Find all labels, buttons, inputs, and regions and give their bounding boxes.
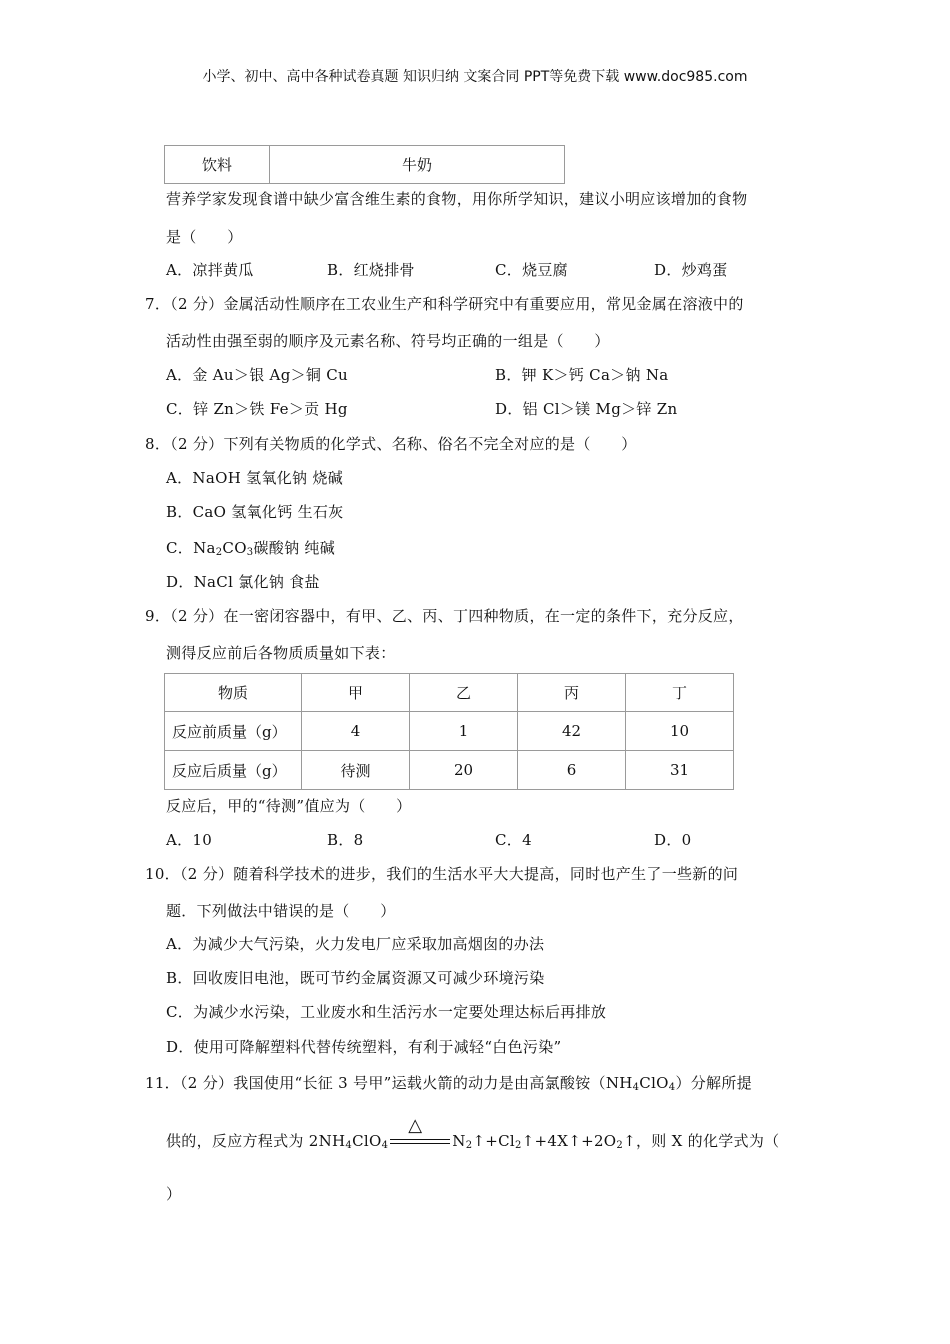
q9-stem-line2: 测得反应前后各物质质量如下表：	[166, 644, 396, 662]
mass-table-header-cell: 乙	[410, 674, 518, 712]
q11-stem-line1: 11．（2 分）我国使用“长征 3 号甲”运载火箭的动力是由高氯酸铵$(NH_4ClO_4)$分解所提	[145, 1074, 752, 1093]
q11-equation-line: 供的，反应方程式为 $2NH_4ClO_4$ △ $N_2↑+Cl_2↑+4X↑+2O_2↑$，则 X 的化学式为（	[166, 1115, 780, 1151]
mass-table-header-cell: 物质	[165, 674, 302, 712]
q6-option-b: B．红烧排骨	[327, 261, 415, 279]
q7-option-d: D．铝 Cl＞镁 Mg＞锌 Zn	[495, 400, 678, 418]
q10-option-d: D．使用可降解塑料代替传统塑料，有利于减轻“白色污染”	[166, 1038, 562, 1056]
q6-stem-line2: 是（ ）	[166, 228, 243, 246]
mass-table-header-row	[165, 674, 734, 712]
mass-table-cell: 待测	[302, 751, 410, 790]
mass-table-header-cell: 丙	[518, 674, 626, 712]
page-watermark: 小学、初中、高中各种试卷真题 知识归纳 文案合同 PPT等免费下载 www.doc985.com	[202, 69, 748, 85]
q8-stem: 8．（2 分）下列有关物质的化学式、名称、俗名不完全对应的是（ ）	[145, 435, 637, 453]
q10-option-a: A．为减少大气污染，火力发电厂应采取加高烟囱的办法	[166, 935, 545, 953]
q11-stem-line3: ）	[166, 1185, 182, 1203]
mass-table-cell: 反应后质量（g）	[165, 751, 302, 790]
mass-table-cell: 1	[410, 712, 518, 751]
q7-stem-line2: 活动性由强至弱的顺序及元素名称、符号均正确的一组是（ ）	[166, 332, 610, 350]
q8-option-c: C．$Na_2CO_3$碳酸钠 纯碱	[166, 539, 336, 558]
mass-table	[164, 673, 734, 790]
q6-option-a: A．凉拌黄瓜	[166, 261, 254, 279]
q10-stem-line2: 题．下列做法中错误的是（ ）	[166, 902, 396, 920]
q9-stem-line1: 9．（2 分）在一密闭容器中，有甲、乙、丙、丁四种物质，在一定的条件下，充分反应，	[145, 607, 744, 625]
q9-option-b: B．8	[327, 831, 364, 849]
mass-table-cell: 10	[626, 712, 734, 751]
mass-table-cell: 6	[518, 751, 626, 790]
q9-option-a: A．10	[166, 831, 213, 849]
menu-table	[164, 145, 565, 184]
mass-table-cell: 反应前质量（g）	[165, 712, 302, 751]
mass-table-header-cell: 甲	[302, 674, 410, 712]
q7-option-c: C．锌 Zn＞铁 Fe＞贡 Hg	[166, 400, 348, 418]
mass-table-cell: 42	[518, 712, 626, 751]
mass-table-header-cell: 丁	[626, 674, 734, 712]
menu-label-cell: 饮料	[165, 146, 270, 184]
q7-option-a: A．金 Au＞银 Ag＞铜 Cu	[166, 366, 349, 384]
q9-option-c: C．4	[495, 831, 532, 849]
q10-option-b: B．回收废旧电池，既可节约金属资源又可减少环境污染	[166, 969, 545, 987]
q7-stem-line1: 7．（2 分）金属活动性顺序在工农业生产和科学研究中有重要应用，常见金属在溶液中的	[145, 295, 744, 313]
q7-option-b: B．钾 K＞钙 Ca＞钠 Na	[495, 366, 669, 384]
q6-option-d: D．炒鸡蛋	[654, 261, 728, 279]
q10-stem-line1: 10．（2 分）随着科学技术的进步，我们的生活水平大大提高，同时也产生了一些新的问	[145, 865, 739, 883]
q6-stem-line1: 营养学家发现食谱中缺少富含维生素的食物，用你所学知识，建议小明应该增加的食物	[166, 190, 748, 208]
q8-option-d: D．NaCl 氯化钠 食盐	[166, 573, 320, 591]
q9-option-d: D．0	[654, 831, 692, 849]
mass-table-cell: 4	[302, 712, 410, 751]
q9-stem-line3: 反应后，甲的“待测”值应为（ ）	[166, 797, 412, 815]
q8-option-b: B．CaO 氢氧化钙 生石灰	[166, 503, 344, 521]
q8-option-a: A．NaOH 氢氧化钠 烧碱	[166, 469, 344, 487]
menu-value-cell: 牛奶	[270, 146, 565, 184]
q10-option-c: C．为减少水污染，工业废水和生活污水一定要处理达标后再排放	[166, 1003, 607, 1021]
mass-table-row	[165, 712, 734, 751]
mass-table-cell: 20	[410, 751, 518, 790]
q6-option-c: C．烧豆腐	[495, 261, 568, 279]
mass-table-cell: 31	[626, 751, 734, 790]
reaction-arrow-heat-icon: △	[390, 1135, 450, 1149]
mass-table-row	[165, 751, 734, 790]
